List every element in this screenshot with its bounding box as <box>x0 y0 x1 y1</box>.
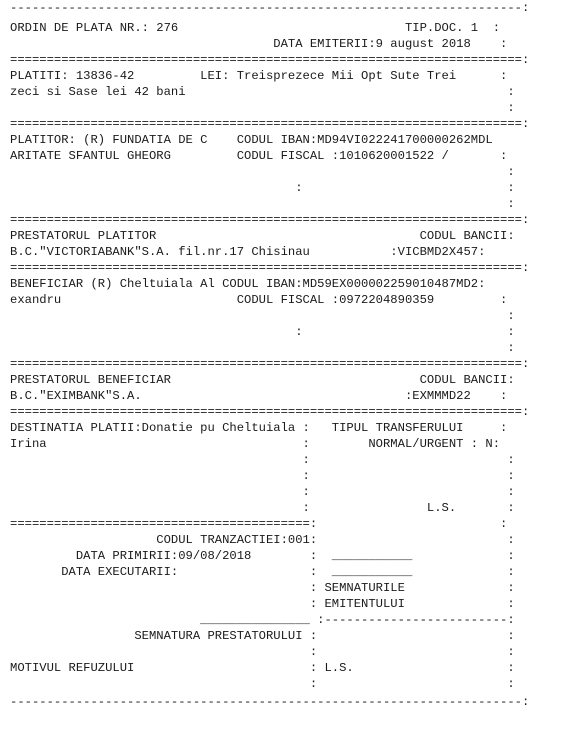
doc-line: BENEFICIAR (R) Cheltuiala Al CODUL IBAN:MD59EX000002259010487MD2: <box>10 277 486 291</box>
doc-line: : <box>10 197 515 211</box>
doc-line: PLATITI: 13836-42 LEI: Treisprezece Mii Opt Sute Trei : <box>10 69 508 83</box>
doc-line: CODUL TRANZACTIEI:001: : <box>10 533 515 547</box>
doc-line: ======================================================================: <box>10 117 530 131</box>
doc-line: _______________ :-------------------------: <box>10 613 515 627</box>
doc-line: PRESTATORUL PLATITOR CODUL BANCII: <box>10 229 515 243</box>
doc-line: ======================================================================: <box>10 357 530 371</box>
doc-line: : : <box>10 325 515 339</box>
doc-line: : <box>10 165 515 179</box>
doc-line: B.C."VICTORIABANK"S.A. fil.nr.17 Chisinau :VICBMD2X457: <box>10 245 486 259</box>
doc-line: ======================================================================: <box>10 53 530 67</box>
doc-line: : : <box>10 645 515 659</box>
doc-line: ORDIN DE PLATA NR.: 276 TIP.DOC. 1 : <box>10 21 501 35</box>
doc-line: : L.S. : <box>10 501 515 515</box>
doc-line: PRESTATORUL BENEFICIAR CODUL BANCII: <box>10 373 515 387</box>
doc-line: DATA EMITERII:9 august 2018 : <box>10 37 508 51</box>
doc-line: : : <box>10 677 515 691</box>
doc-line: Irina : NORMAL/URGENT : N: <box>10 437 501 451</box>
doc-line: DESTINATIA PLATII:Donatie pu Cheltuiala : TIPUL TRANSFERULUI : <box>10 421 508 435</box>
doc-line: : EMITENTULUI : <box>10 597 515 611</box>
doc-line: : <box>10 341 515 355</box>
doc-line: : SEMNATURILE : <box>10 581 515 595</box>
doc-line: DATA PRIMIRII:09/08/2018 : ___________ : <box>10 549 515 563</box>
doc-line: : : <box>10 453 515 467</box>
doc-line: : <box>10 101 515 115</box>
doc-line: DATA EXECUTARII: : ___________ : <box>10 565 515 579</box>
doc-line: : <box>10 309 515 323</box>
doc-line: ======================================================================: <box>10 213 530 227</box>
doc-line: ======================================================================: <box>10 261 530 275</box>
doc-line: exandru CODUL FISCAL :0972204890359 : <box>10 293 508 307</box>
doc-line: SEMNATURA PRESTATORULUI : : <box>10 629 515 643</box>
doc-line: ======================================================================: <box>10 405 530 419</box>
doc-line: MOTIVUL REFUZULUI : L.S. : <box>10 661 515 675</box>
doc-line: ARITATE SFANTUL GHEORG CODUL FISCAL :1010620001522 / : <box>10 149 508 163</box>
doc-line: : : <box>10 485 515 499</box>
doc-line: ----------------------------------------------------------------------: <box>10 1 530 15</box>
doc-line: : : <box>10 469 515 483</box>
doc-line: zeci si Sase lei 42 bani : <box>10 85 515 99</box>
doc-line: ----------------------------------------------------------------------: <box>10 695 530 709</box>
doc-line: : : <box>10 181 515 195</box>
doc-line: PLATITOR: (R) FUNDATIA DE C CODUL IBAN:MD94VI022241700000262MDL <box>10 133 493 147</box>
doc-line: =========================================: : <box>10 517 508 531</box>
doc-line: B.C."EXIMBANK"S.A. :EXMMMD22 : <box>10 389 508 403</box>
